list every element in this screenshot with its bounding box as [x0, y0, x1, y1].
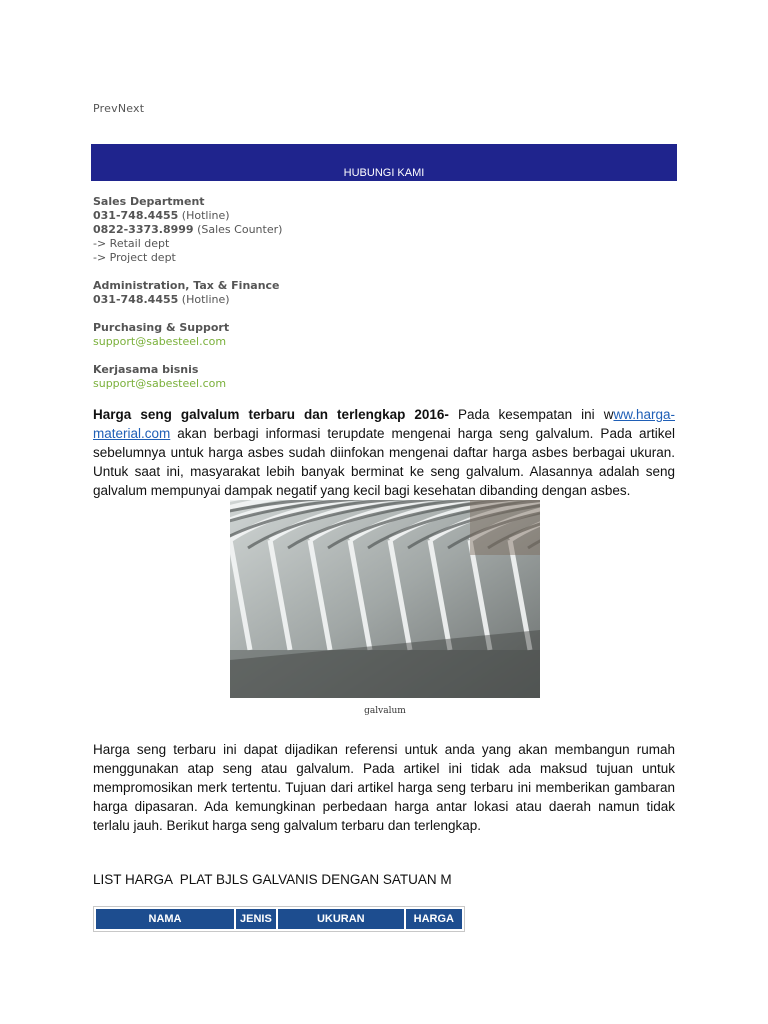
next-link[interactable]: Next [117, 102, 145, 115]
admin-group [93, 279, 493, 307]
sales-phone-hotline [93, 209, 493, 223]
sales-phone1[interactable]: 031-748.4455 [93, 209, 179, 222]
banner-title: HUBUNGI KAMI [343, 167, 425, 179]
admin-phone[interactable]: 031-748.4455 [93, 293, 179, 306]
intro-body-text: akan berbagi informasi terupdate mengenai harga seng galvalum. Pada artikel sebelumnya untuk harga asbes sudah diinfokan mengenai daftar harga asbes berbagai ukuran. Untuk saat ini, masyarakat lebih banyak berminat ke seng galvalum. Alasannya adalah seng galvalum mempunyai dampak negatif yang kecil bagi kesehatan dibanding dengan asbes. [93, 426, 675, 498]
contact-banner [91, 144, 677, 181]
col-header-harga: HARGA [406, 909, 462, 929]
admin-heading: Administration, Tax & Finance [93, 279, 280, 292]
sales-phone-counter [93, 223, 493, 237]
price-table-header-row [96, 909, 462, 929]
purchasing-heading: Purchasing & Support [93, 321, 230, 334]
col-header-ukuran: UKURAN [278, 909, 404, 929]
kerjasama-email-link[interactable]: support@sabesteel.com [93, 377, 227, 390]
admin-phone-note: (Hotline) [181, 293, 230, 306]
image-caption: galvalum [364, 706, 406, 716]
price-list-title: LIST HARGA PLAT BJLS GALVANIS DENGAN SATUAN M [93, 872, 452, 887]
purchasing-group [93, 321, 493, 349]
purchasing-email-link[interactable]: support@sabesteel.com [93, 335, 227, 348]
article-headline: Harga seng galvalum terbaru dan terlengkap 2016- [93, 407, 449, 422]
sales-group [93, 195, 493, 265]
sales-heading: Sales Department [93, 195, 205, 208]
admin-phone-line [93, 293, 493, 307]
retail-dept-link[interactable]: -> Retail dept [93, 237, 170, 250]
sales-phone2-note: (Sales Counter) [197, 223, 283, 236]
kerjasama-heading: Kerjasama bisnis [93, 363, 199, 376]
intro-lead-text: Pada kesempatan ini w [448, 407, 614, 422]
sales-phone1-note: (Hotline) [181, 209, 230, 222]
article-intro-paragraph [93, 405, 675, 500]
col-header-jenis: JENIS [236, 909, 276, 929]
price-table [93, 906, 465, 932]
prev-link[interactable]: Prev [93, 102, 118, 115]
galvalum-roof-image [230, 500, 540, 698]
prev-next-nav [93, 102, 144, 115]
harga-material-link[interactable]: ww.harga-material.com [93, 407, 675, 441]
sales-phone2[interactable]: 0822-3373.8999 [93, 223, 194, 236]
kerjasama-group [93, 363, 493, 391]
project-dept-link[interactable]: -> Project dept [93, 251, 176, 264]
col-header-nama: NAMA [96, 909, 234, 929]
contact-info [93, 195, 493, 405]
article-second-paragraph: Harga seng terbaru ini dapat dijadikan referensi untuk anda yang akan membangun rumah menggunakan atap seng atau galvalum. Pada artikel ini tidak ada maksud tujuan untuk mempromosikan merk tertentu. Tujuan dari artikel harga seng terbaru ini memberikan gambaran harga dipasaran. Ada kemungkinan perbedaan harga antar lokasi atau daerah namun tidak terlalu jauh. Berikut harga seng galvalum terbaru dan terlengkap. [93, 742, 675, 833]
